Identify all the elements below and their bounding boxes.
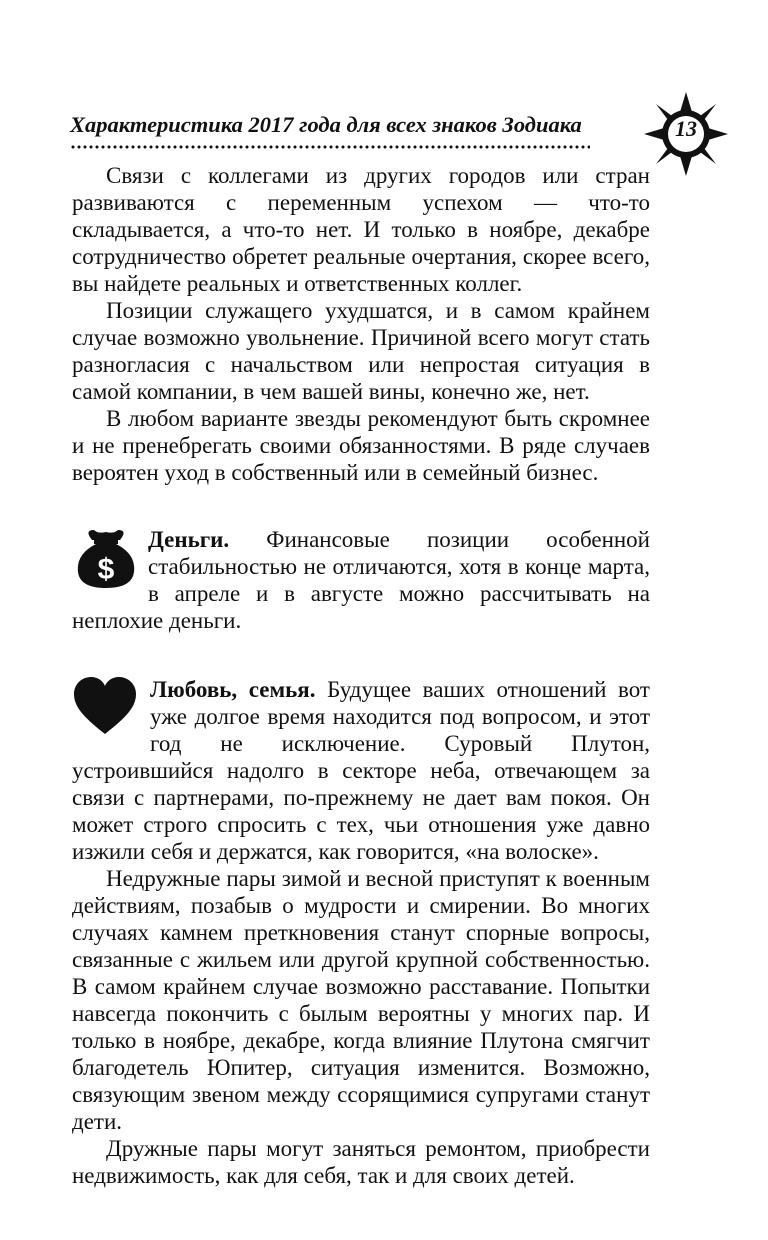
paragraph: Дружные пары могут заняться ремонтом, приобрести недвижимость, как для себя, так и для своих детей.: [72, 1136, 650, 1188]
page-body: [72, 162, 650, 1189]
running-header: [70, 104, 697, 148]
page-number: 13: [675, 116, 697, 141]
love-text: Будущее ваших отношений вот уже долгое время находится под вопросом, и этот год не исключение. Суровый Плутон, устроившийся надолго в секторе неба, отвечающем за связи с партнерами, по-прежнему не дает вам покоя. Он может строго спросить с тех, чьи отношения уже давно изжили себя и держатся, как говорится, «на волоске».: [72, 677, 650, 864]
sun-page-badge: [642, 90, 730, 178]
header-dotted-rule: [70, 144, 590, 150]
money-section: [72, 526, 650, 634]
heart-icon: [72, 676, 138, 736]
running-title: Характеристика 2017 года для всех знаков Зодиака: [70, 112, 582, 137]
paragraph: В любом варианте звезды рекомендуют быть скромнее и не пренебрегать своими обязанностями. В ряде случаев вероятен уход в собственный или в семейный бизнес.: [72, 406, 650, 485]
paragraph: Связи с коллегами из других городов или стран развиваются с переменным успехом — что-то складывается, а что-то нет. И только в ноябре, декабре сотрудничество обретет реальные очертания, скорее всего, вы найдете реальных и ответственных коллег.: [72, 163, 650, 296]
svg-text:$: $: [97, 553, 115, 586]
money-text: Финансовые позиции особенной стабильностью не отличаются, хотя в конце марта, в апреле и в августе можно рассчитывать на неплохие деньги.: [72, 527, 650, 633]
paragraph: Позиции служащего ухудшатся, и в самом крайнем случае возможно увольнение. Причиной всего могут стать разногласия с начальством или непростая ситуация в самой компании, в чем вашей вины, конечно же, нет.: [72, 298, 650, 404]
love-section: [72, 676, 650, 865]
section-heading-money: Деньги.: [148, 527, 230, 552]
money-bag-icon: [72, 526, 140, 590]
paragraph: Недружные пары зимой и весной приступят к военным действиям, позабыв о мудрости и смирении. Во многих случаях камнем преткновения станут спорные вопросы, связанные с жильем или другой крупной собственностью. В самом крайнем случае возможно расставание. Попытки навсегда покончить с былым вероятны у многих пар. И только в ноябре, декабре, когда влияние Плутона смягчит благодетель Юпитер, ситуация изменится. Возможно, связующим звеном между ссорящимися супругами станут дети.: [72, 866, 650, 1134]
section-heading-love: Любовь, семья.: [150, 677, 316, 702]
